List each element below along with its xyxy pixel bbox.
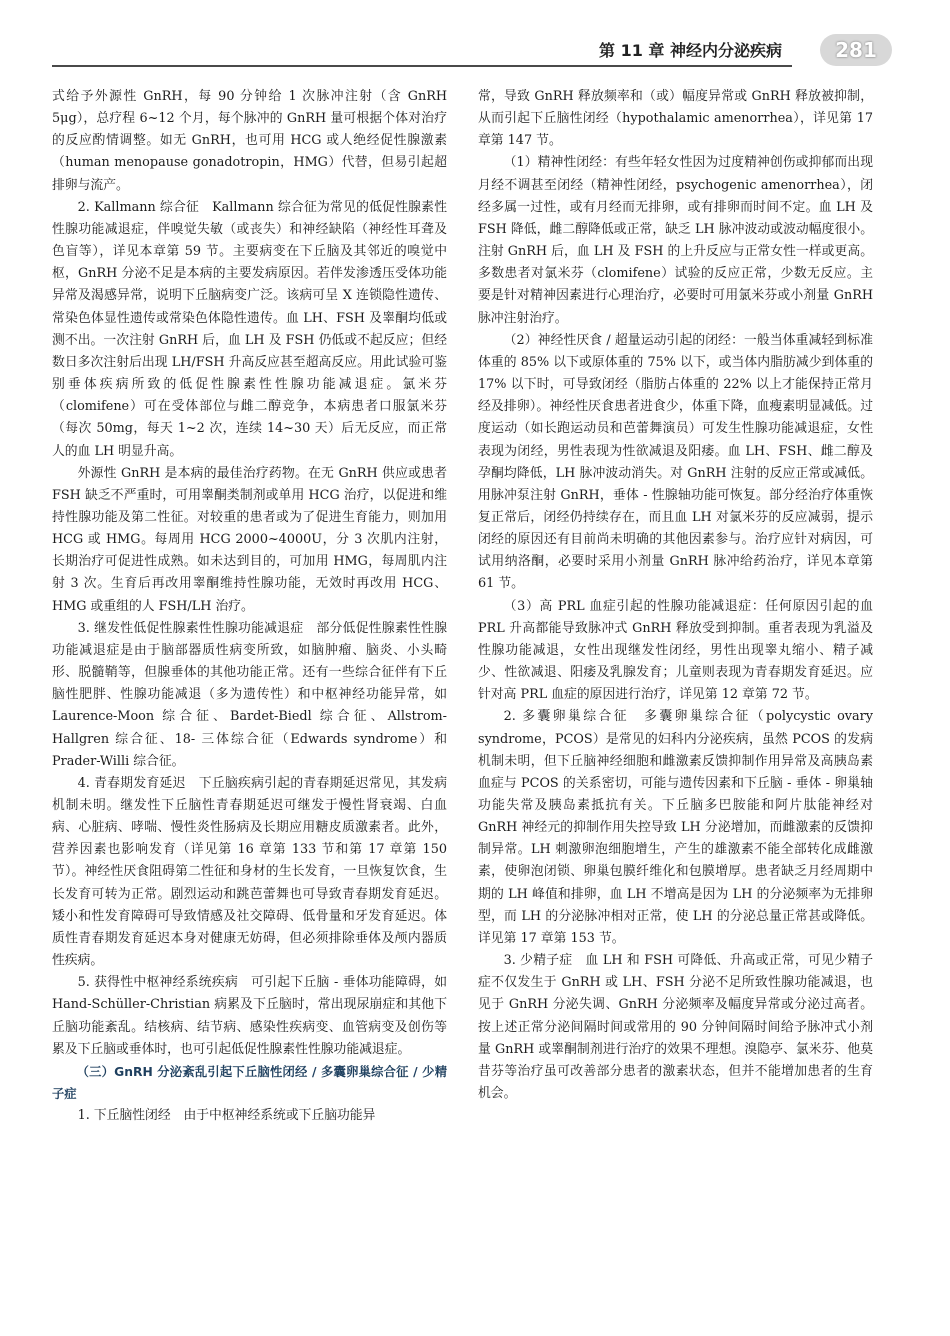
paragraph-acquired-cns: 5. 获得性中枢神经系统疾病 可引起下丘脑 - 垂体功能障碍，如 Hand-Schüller-Christian 病累及下丘脑时，常出现尿崩症和其他下丘脑功能紊乱。结核病、结节病、感染性疾病变、血管病变及创伤等累及下丘脑或垂体时，也可引起低促性腺素性性腺功能减退症。 [52,975,447,1057]
paragraph-delayed-puberty: 4. 青春期发育延迟 下丘脑疾病引起的青春期延迟常见，其发病机制未明。继发性下丘脑性青春期延迟可继发于慢性肾衰竭、白血病、心脏病、哮喘、慢性炎性肠病及长期应用糖皮质激素者。此外，营养因素也影响发育（详见第 16 章第 133 节和第 17 章第 150 节）。神经性厌食阻碍第二性征和身材的生长发育，一旦恢复饮食，生长发育可转为正常。剧烈运动和跳芭蕾舞也可导致青春期发育延迟。矮小和性发育障碍可导致情感及社交障碍、低骨量和牙发育延迟。体质性青春期发育延迟本身对健康无妨碍，但必须排除垂体及颅内器质性疾病。 [52,775,447,969]
page-header [52,34,892,68]
section-heading: （三）GnRH 分泌紊乱引起下丘脑性闭经 / 多囊卵巢综合征 / 少精子症 [52,1064,447,1102]
header-rule [52,65,792,67]
paragraph-hyperprolactinemia: （3）高 PRL 血症引起的性腺功能减退症：任何原因引起的血 PRL 升高都能导致脉冲式 GnRH 释放受到抑制。重者表现为乳溢及性腺功能减退，女性出现继发性闭经，男性出现睾丸缩小、精子减少、性欲减退、阳痿及乳腺发育；儿童则表现为青春期发育延迟。应针对高 PRL 血症的原因进行治疗，详见第 12 章第 72 节。 [478,598,873,703]
paragraph-amenorrhea-cont: 常，导致 GnRH 释放频率和（或）幅度异常或 GnRH 释放被抑制，从而引起下丘脑性闭经（hypothalamic amenorrhea），详见第 17 章第 147 节。 [478,89,873,149]
paragraph-hypothalamic-amenorrhea: 1. 下丘脑性闭经 由于中枢神经系统或下丘脑功能异 [77,1108,376,1124]
paragraph-pcos: 2. 多囊卵巢综合征 多囊卵巢综合征（polycystic ovary syndrome，PCOS）是常见的妇科内分泌疾病，虽然 PCOS 的发病机制未明，但下丘脑神经细胞和雌激素反馈抑制作用异常及高胰岛素血症与 PCOS 的关系密切，可能与遗传因素和下丘脑 - 垂体 - 卵巢轴功能失常及胰岛素抵抗有关。下丘脑多巴胺能和阿片肽能神经对 GnRH 神经元的抑制作用失控导致 LH 分泌增加，而雌激素的反馈抑制异常。LH 刺激卵泡细胞增生，产生的雄激素不能全部转化成雌激素，使卵泡闭锁、卵巢包膜纤维化和包膜增厚。患者缺乏月经周期中期的 LH 峰值和排卵，血 LH 不增高是因为 LH 的分泌频率为无排卵型，而 LH 的分泌脉冲相对正常，使 LH 的分泌总量正常甚或降低。详见第 17 章第 153 节。 [478,709,873,946]
left-column [52,86,447,1127]
paragraph-exogenous-gnrh: 外源性 GnRH 是本病的最佳治疗药物。在无 GnRH 供应或患者 FSH 缺乏不严重时，可用睾酮类制剂或单用 HCG 治疗，以促进和维持性腺功能及第二性征。对较重的患者或为了促进生育能力，则加用 HCG 或 HMG。每周用 HCG 2000~4000U，分 3 次肌内注射，长期治疗可促进性成熟。如未达到目的，可加用 HMG，每周肌内注射 3 次。生育后再改用睾酮维持性腺功能，无效时再改用 HCG、HMG 或重组的人 FSH/LH 治疗。 [52,465,447,614]
paragraph-psychogenic: （1）精神性闭经：有些年轻女性因为过度精神创伤或抑郁而出现月经不调甚至闭经（精神性闭经，psychogenic amenorrhea），闭经多属一过性，或有月经而无排卵，或有排卵而时间不定。血 LH 及 FSH 降低，雌二醇降低或正常，缺乏 LH 脉冲波动或波动幅度很小。注射 GnRH 后，血 LH 及 FSH 的上升反应与正常女性一样或更高。多数患者对氯米芬（clomifene）试验的反应正常，少数无反应。主要是针对精神因素进行心理治疗，必要时可用氯米芬或小剂量 GnRH 脉冲注射治疗。 [478,155,873,326]
paragraph-oligospermia: 3. 少精子症 血 LH 和 FSH 可降低、升高或正常，可见少精子症不仅发生于 GnRH 或 LH、FSH 分泌不足所致性腺功能减退，也见于 GnRH 分泌失调、GnRH 分泌频率及幅度异常或分泌过高者。按上述正常分泌间隔时间或常用的 90 分钟间隔时间给予脉冲式小剂量 GnRH 或睾酮制剂进行治疗的效果不理想。溴隐亭、氯米芬、他莫昔芬等治疗虽可改善部分患者的激素状态，但并不能增加患者的生育机会。 [478,953,873,1102]
paragraph-gnrh-dosing: 式给予外源性 GnRH，每 90 分钟给 1 次脉冲注射（含 GnRH 5μg），总疗程 6~12 个月，每个脉冲的 GnRH 量可根据个体对治疗的反应酌情调整。如无 GnRH，也可用 HCG 或人绝经促性腺激素（human menopause gonadotropin，HMG）代替，但易引起超排卵与流产。 [52,89,447,193]
chapter-title: 第 11 章 神经内分泌疾病 [599,41,782,60]
paragraph-kallmann: 2. Kallmann 综合征 Kallmann 综合征为常见的低促性腺素性性腺功能减退症，伴嗅觉失敏（或丧失）和神经缺陷（神经性耳聋及色盲等），详见本章第 59 节。主要病变在下丘脑及其邻近的嗅觉中枢，GnRH 分泌不足是本病的主要发病原因。若伴发渗透压受体功能异常及渴感异常，说明下丘脑病变广泛。该病可呈 X 连锁隐性遗传、常染色体显性遗传或常染色体隐性遗传。血 LH、FSH 及睾酮均低或测不出。一次注射 GnRH 后，血 LH 及 FSH 仍低或不起反应；但经数日多次注射后出现 LH/FSH 升高反应甚至超高反应。用此试验可鉴别垂体疾病所致的低促性腺素性性腺功能减退症。氯米芬（clomifene）可在受体部位与雌二醇竞争，本病患者口服氯米芬（每次 50mg，每天 1~2 次，连续 14~30 天）后无反应，而正常人的血 LH 明显升高。 [52,199,447,459]
right-column [478,86,873,1105]
page-number: 281 [820,34,892,66]
paragraph-secondary-hypogonadism: 3. 继发性低促性腺素性性腺功能减退症 部分低促性腺素性性腺功能减退症是由于脑部器质性病变所致，如脑肿瘤、脑炎、小头畸形、脱髓鞘等，但腺垂体的其他功能正常。还有一些综合征伴有下丘脑性肥胖、性腺功能减退（多为遗传性）和中枢神经功能异常，如 Laurence-Moon 综合征、Bardet-Biedl 综合征、Allstrom-Hallgren 综合征、18- 三体综合征（Edwards syndrome）和 Prader-Willi 综合征。 [52,620,447,769]
paragraph-anorexia-exercise: （2）神经性厌食 / 超量运动引起的闭经：一般当体重减轻到标准体重的 85% 以下或原体重的 75% 以下，或当体内脂肪减少到体重的 17% 以下时，可导致闭经（脂肪占体重的 22% 以上才能保持正常月经及排卵）。神经性厌食患者进食少，体重下降，血瘦素明显减低。过度运动（如长跑运动员和芭蕾舞演员）可发生性腺功能减退症，女性表现为闭经，男性表现为性欲减退及阳痿。血 LH、FSH、雌二醇及孕酮均降低，LH 脉冲波动消失。对 GnRH 注射的反应正常或减低。用脉冲泵注射 GnRH，垂体 - 性腺轴功能可恢复。部分经治疗体重恢复正常后，闭经仍持续存在，而且血 LH 对氯米芬的反应减弱，提示闭经的原因还有目前尚未明确的其他因素参与。治疗应针对病因，可试用纳洛酮，必要时采用小剂量 GnRH 脉冲给药治疗，详见本章第 61 节。 [478,332,873,592]
